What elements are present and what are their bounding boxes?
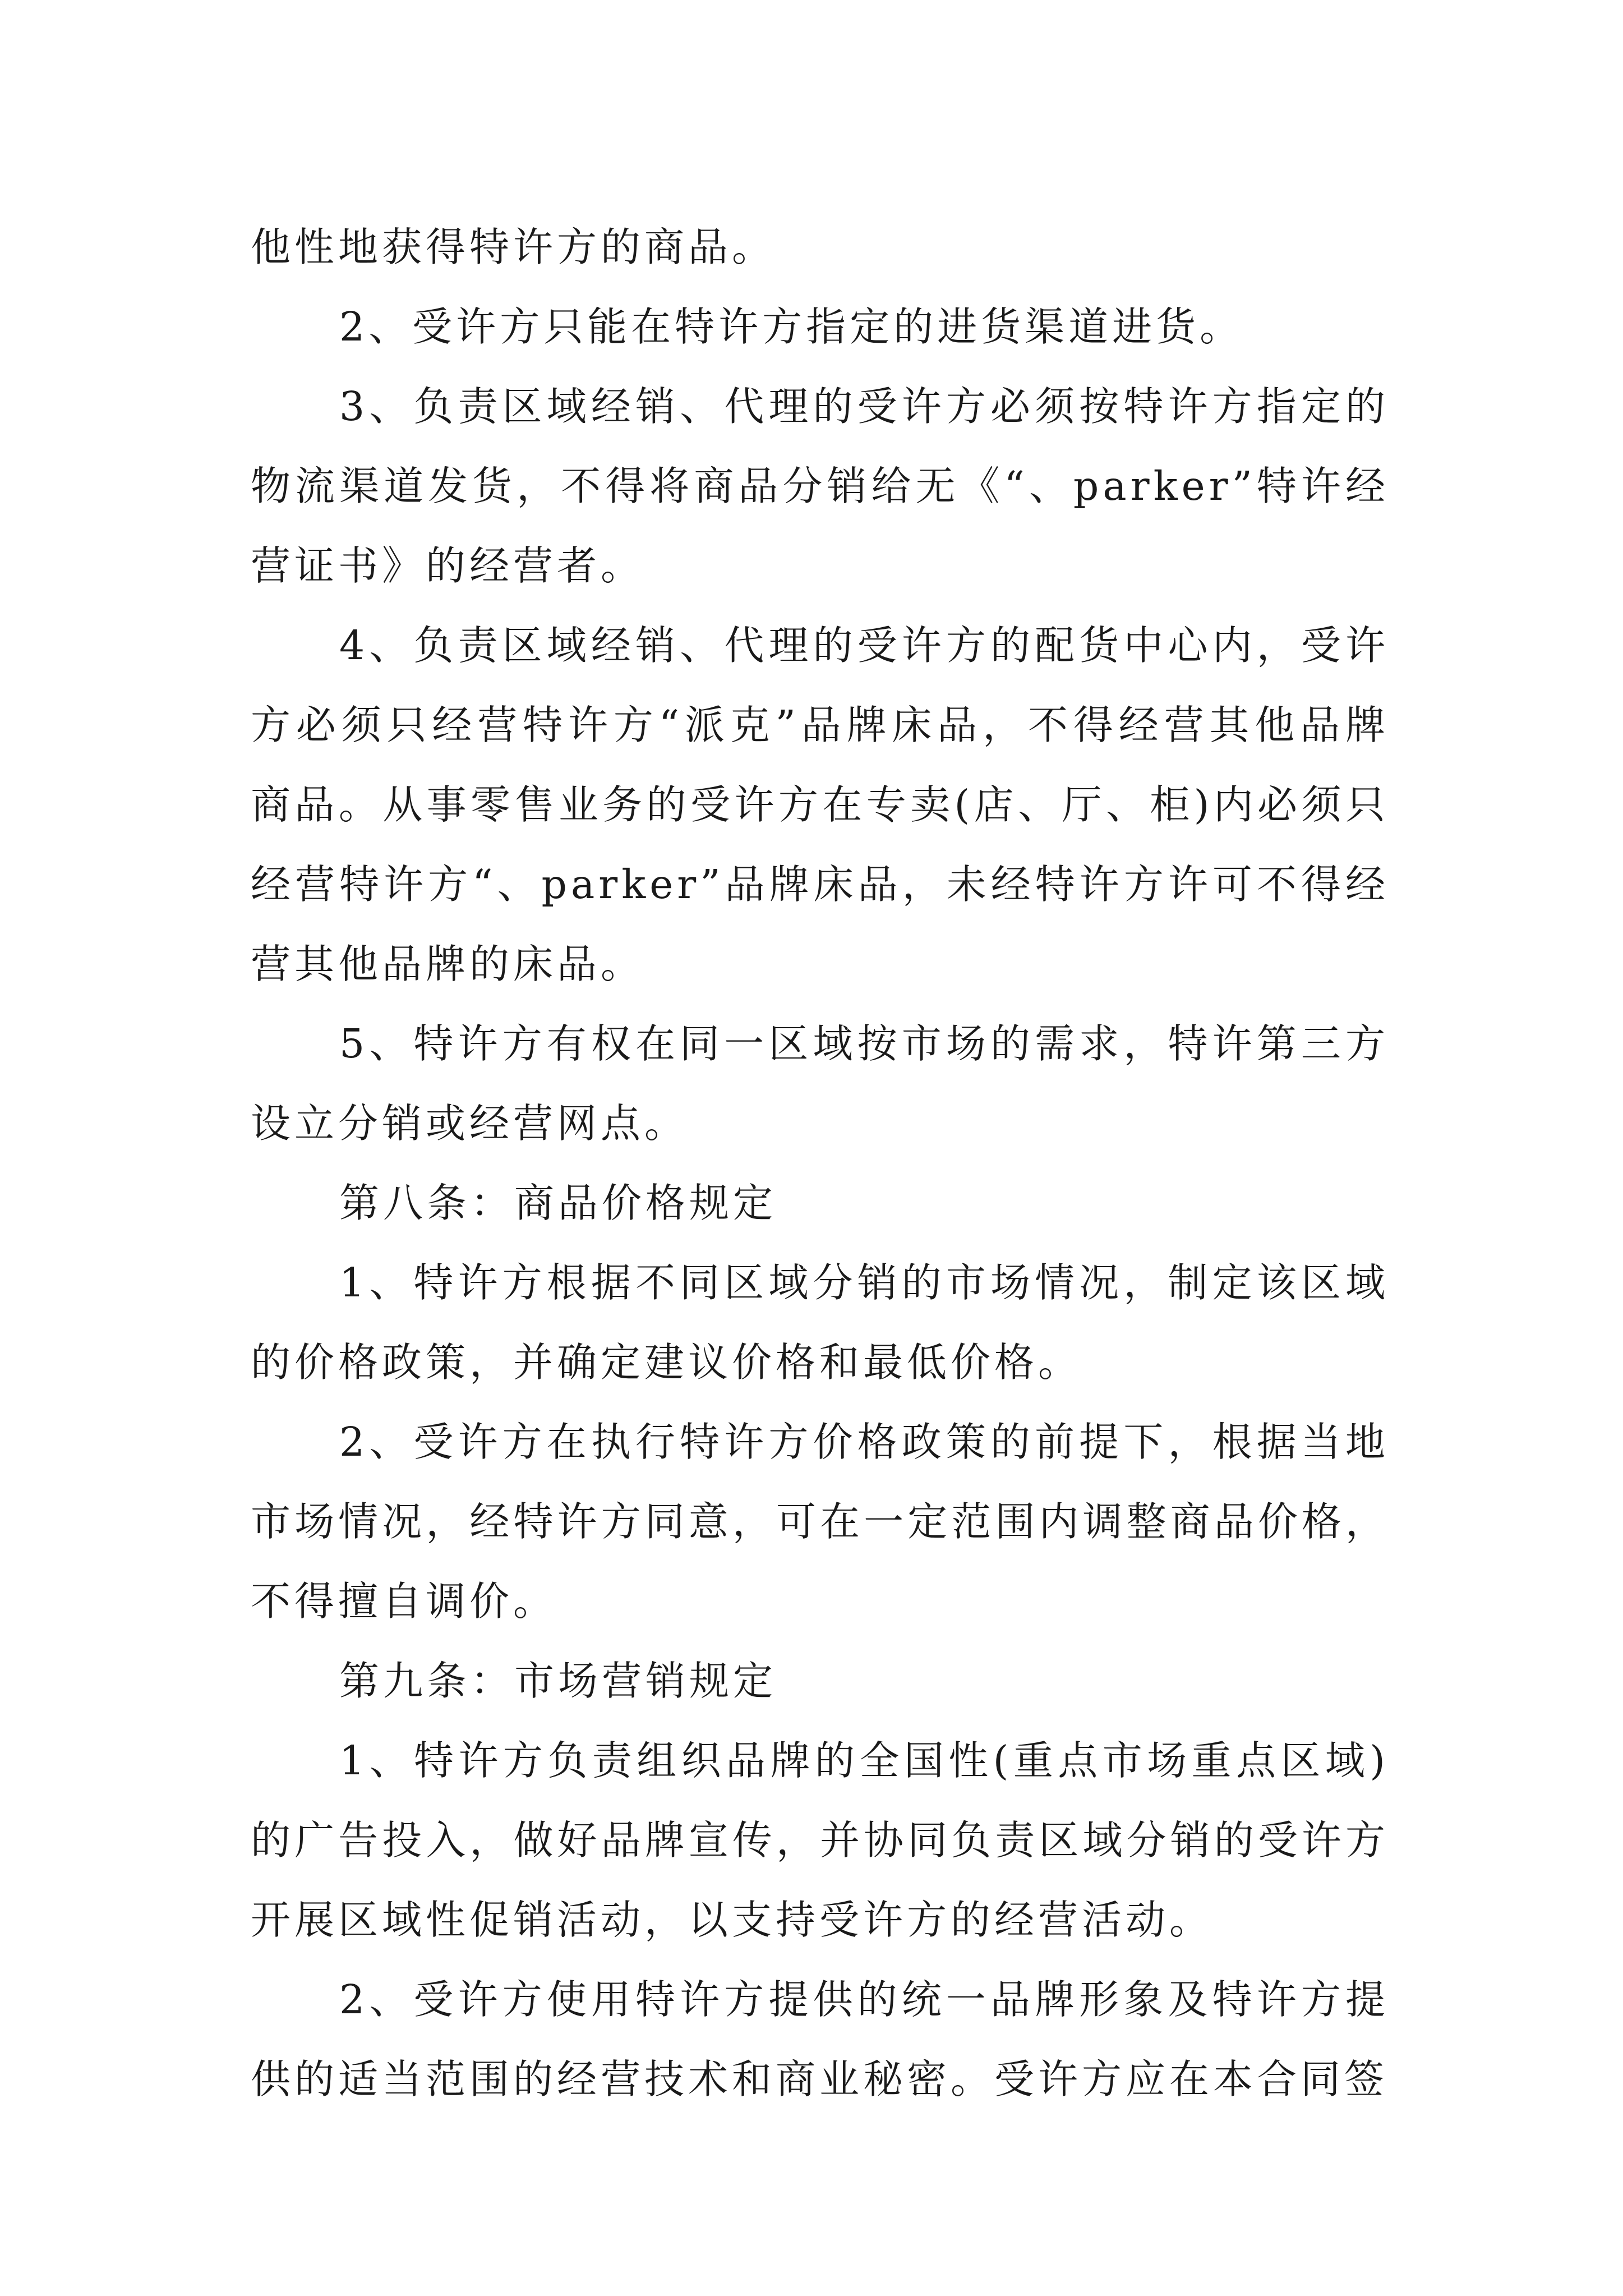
paragraph-continuation: 他性地获得特许方的商品。 — [251, 224, 776, 270]
heading-article-8: 第八条：商品价格规定 — [339, 1180, 777, 1226]
paragraph-clause-7-3: 3、负责区域经销、代理的受许方必须按特许方指定的物流渠道发货，不得将商品分销给无《“、parker”特许经营证书》的经营者。 — [251, 383, 1389, 589]
paragraph-clause-9-2: 2、受许方使用特许方提供的统一品牌形象及特许方提供的适当范围的经营技术和商业秘密。受许方应在本合同签 — [251, 1976, 1389, 2102]
paragraph-clause-7-5: 5、特许方有权在同一区域按市场的需求，特许第三方设立分销或经营网点。 — [251, 1020, 1389, 1147]
paragraph-clause-8-2: 2、受许方在执行特许方价格政策的前提下，根据当地市场情况，经特许方同意，可在一定范围内调整商品价格，不得擅自调价。 — [251, 1419, 1389, 1625]
heading-article-9: 第九条：市场营销规定 — [339, 1658, 777, 1704]
paragraph-clause-8-1: 1、特许方根据不同区域分销的市场情况，制定该区域的价格政策，并确定建议价格和最低价格。 — [251, 1259, 1389, 1386]
paragraph-clause-7-2: 2、受许方只能在特许方指定的进货渠道进货。 — [339, 303, 1244, 350]
paragraph-clause-7-4: 4、负责区域经销、代理的受许方的配货中心内，受许方必须只经营特许方“派克”品牌床品，不得经营其他品牌商品。从事零售业务的受许方在专卖(店、厅、柜)内必须只经营特许方“、parker”品牌床品，未经特许方许可不得经营其他品牌的床品。 — [251, 622, 1389, 987]
paragraph-clause-9-1: 1、特许方负责组织品牌的全国性(重点市场重点区域)的广告投入，做好品牌宣传，并协同负责区域分销的受许方开展区域性促销活动，以支持受许方的经营活动。 — [251, 1737, 1389, 1943]
document-body — [251, 208, 1389, 2119]
